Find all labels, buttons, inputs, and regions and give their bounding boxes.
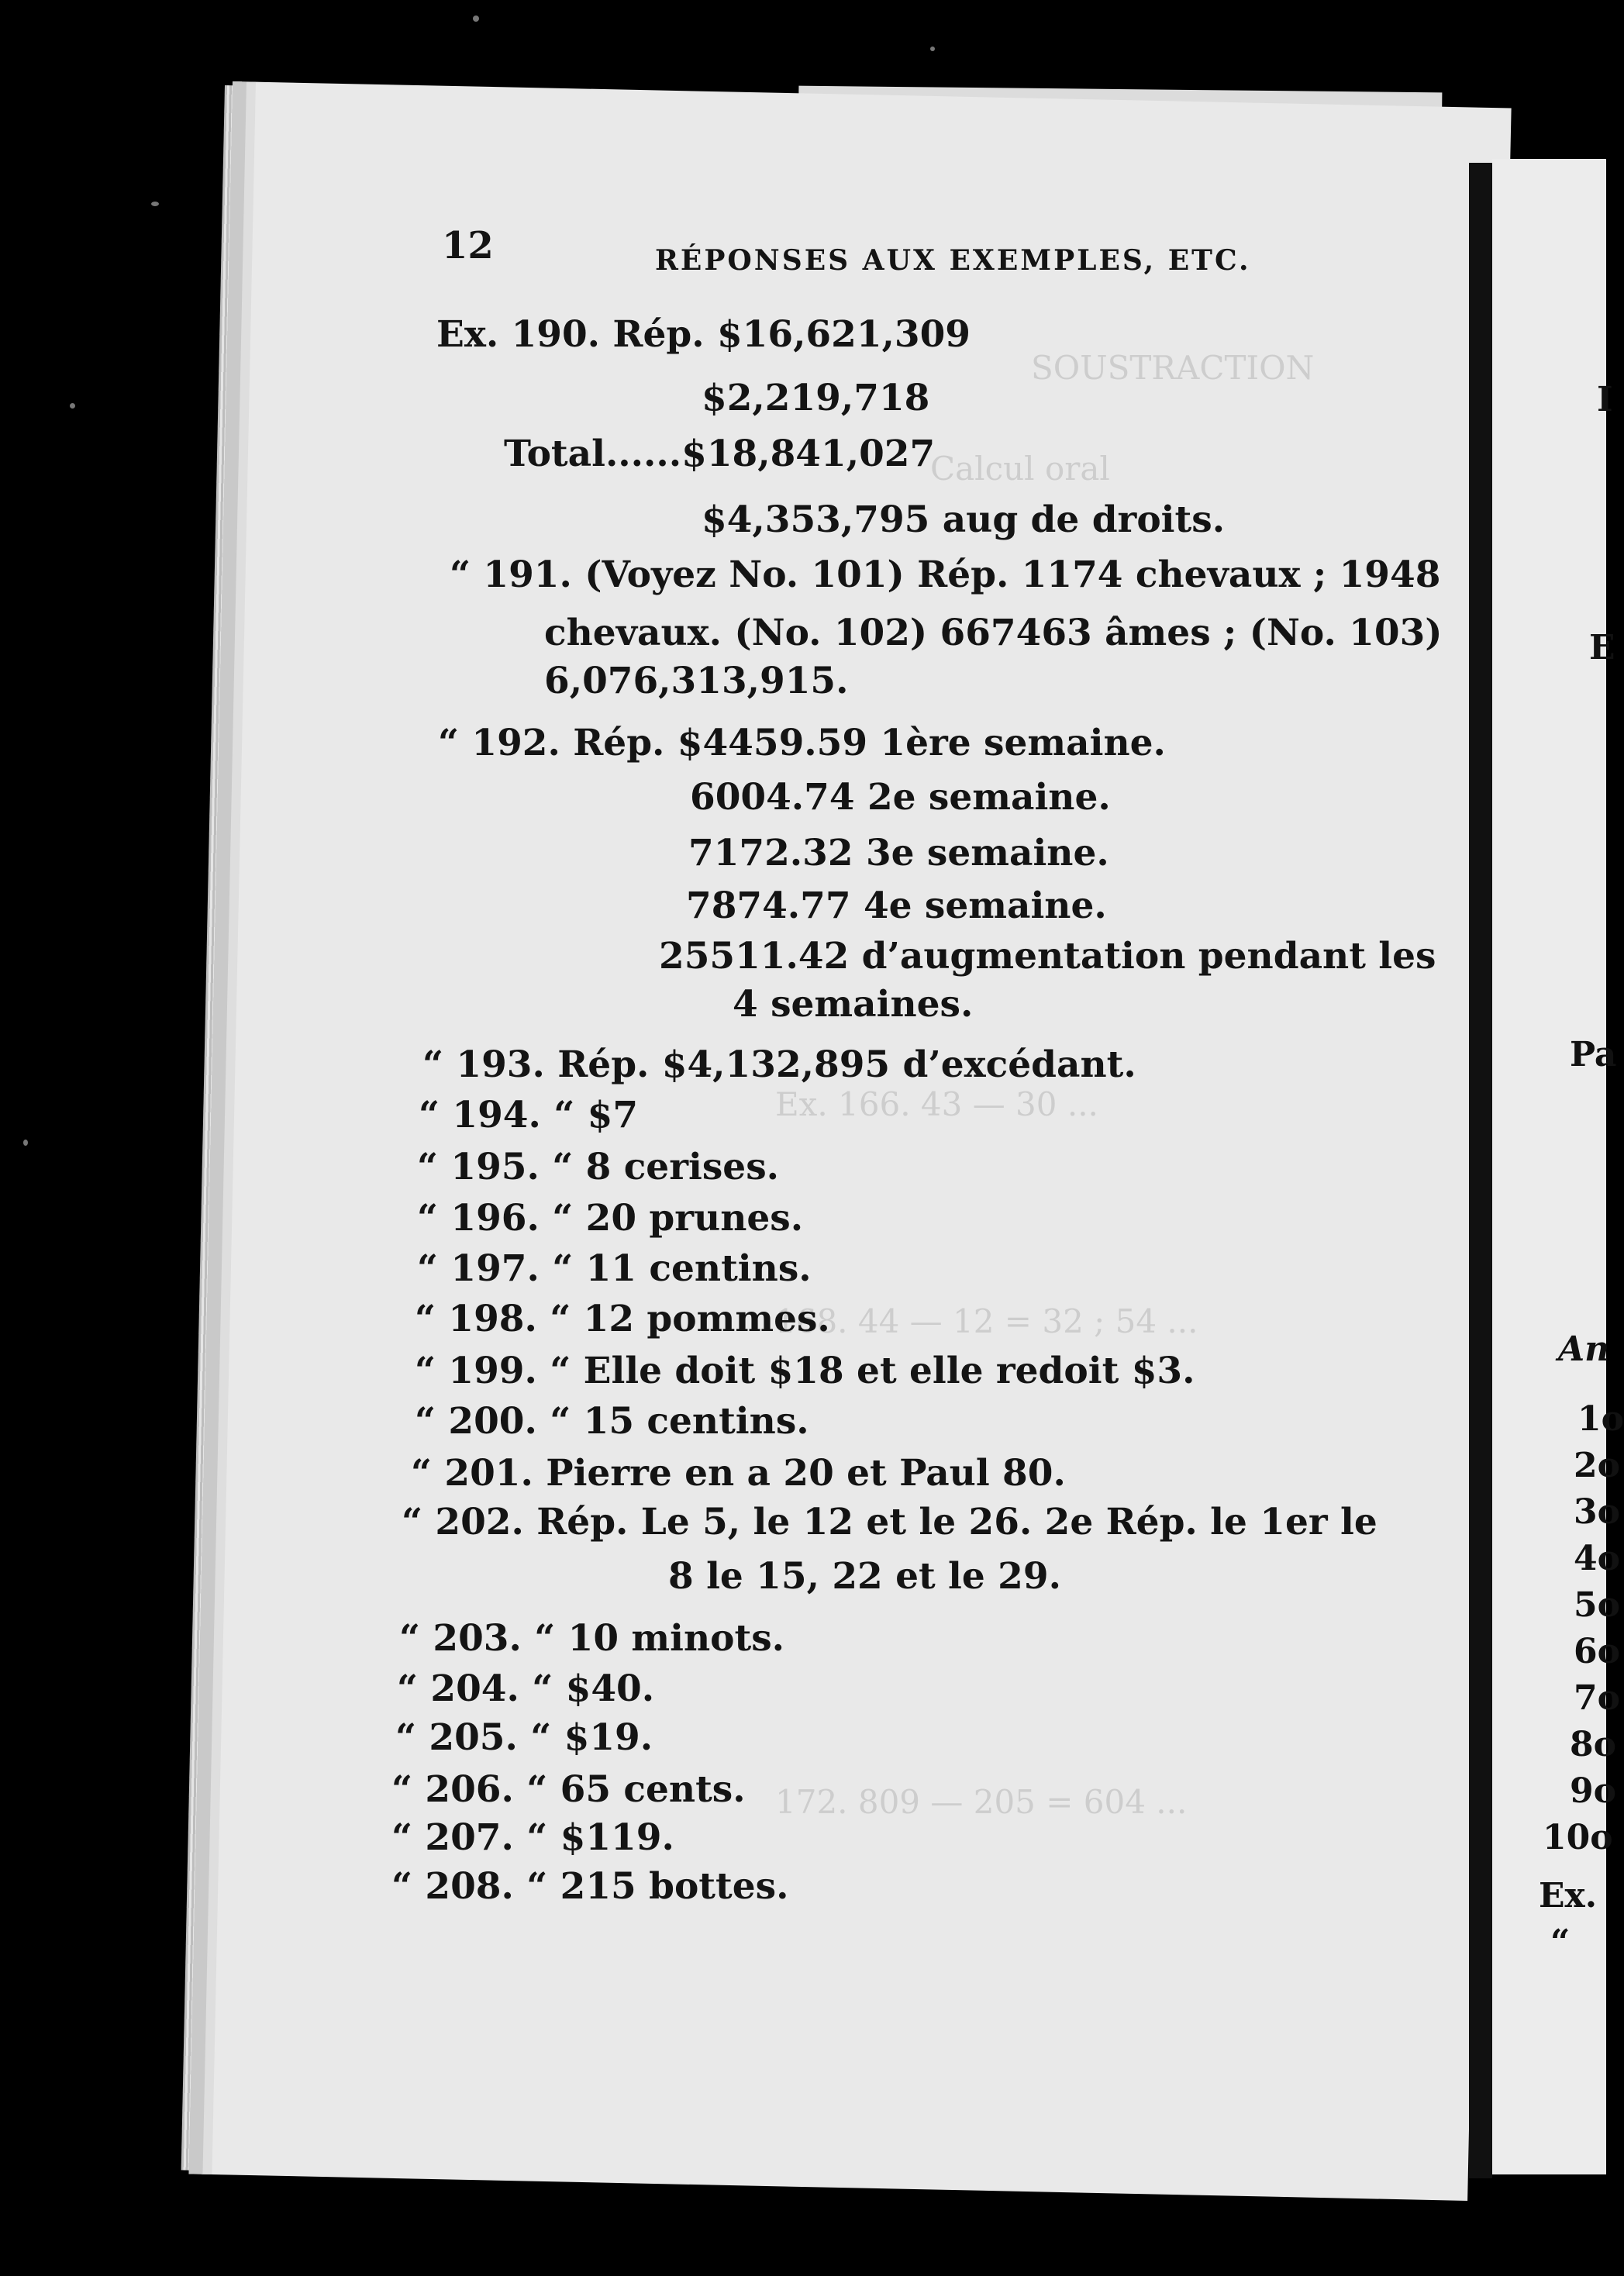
answer-line: 25511.42 d’augmentation pendant les: [659, 935, 1436, 978]
facing-fragment: I: [1597, 380, 1613, 419]
answer-line: “ 196. “ 20 prunes.: [417, 1197, 804, 1240]
show-through-text: SOUSTRACTION: [1031, 349, 1315, 387]
dust-speck: [70, 403, 75, 409]
answer-line: 6004.74 2e semaine.: [690, 776, 1111, 819]
facing-fragment: 10o: [1543, 1818, 1613, 1857]
answer-line: “ 194. “ $7: [419, 1094, 639, 1136]
facing-fragment: Pa: [1570, 1035, 1617, 1074]
answer-line: “ 204. “ $40.: [397, 1667, 655, 1710]
facing-fragment: “: [1550, 1923, 1571, 1962]
facing-fragment: 7o: [1574, 1678, 1620, 1718]
answer-line: “ 200. “ 15 centins.: [415, 1400, 809, 1443]
facing-fragment: 5o: [1574, 1585, 1620, 1625]
answer-line: 6,076,313,915.: [544, 660, 849, 702]
answer-line: chevaux. (No. 102) 667463 âmes ; (No. 103): [544, 612, 1443, 654]
answer-line: “ 206. “ 65 cents.: [391, 1768, 746, 1811]
facing-fragment: 3o: [1574, 1492, 1620, 1532]
dust-speck: [930, 47, 935, 51]
answer-line: “ 207. “ $119.: [391, 1816, 674, 1859]
dust-speck: [23, 1140, 28, 1146]
answer-line: “ 198. “ 12 pommes.: [415, 1298, 830, 1340]
facing-fragment: 1o: [1577, 1399, 1624, 1439]
show-through-text: 168. 44 — 12 = 32 ; 54 ...: [775, 1302, 1198, 1340]
answer-line: $4,353,795 aug de droits.: [702, 498, 1226, 541]
facing-fragment: 4o: [1574, 1539, 1620, 1578]
answer-line: “ 205. “ $19.: [395, 1716, 653, 1759]
answer-line: 7874.77 4e semaine.: [686, 885, 1107, 927]
answer-line: “ 197. “ 11 centins.: [417, 1247, 812, 1290]
answer-line: “ 203. “ 10 minots.: [399, 1617, 785, 1660]
running-head: RÉPONSES AUX EXEMPLES, ETC.: [655, 244, 1251, 277]
facing-fragment: 8o: [1570, 1725, 1616, 1764]
show-through-text: Calcul oral: [930, 450, 1110, 488]
answer-line: 7172.32 3e semaine.: [688, 832, 1109, 874]
answer-line: “ 192. Rép. $4459.59 1ère semaine.: [438, 722, 1166, 764]
show-through-text: Ex. 166. 43 — 30 ...: [775, 1085, 1098, 1123]
facing-fragment: An: [1558, 1329, 1610, 1369]
answer-line: “ 191. (Voyez No. 101) Rép. 1174 chevaux ; 1948: [450, 553, 1441, 596]
dust-speck: [151, 202, 159, 206]
answer-line: “ 201. Pierre en a 20 et Paul 80.: [411, 1452, 1066, 1495]
answer-line: “ 202. Rép. Le 5, le 12 et le 26. 2e Rép. le 1er le: [402, 1501, 1377, 1543]
answer-line: “ 199. “ Elle doit $18 et elle redoit $3.: [415, 1350, 1195, 1392]
show-through-text: 172. 809 — 205 = 604 ...: [775, 1783, 1188, 1821]
answer-line: “ 208. “ 215 bottes.: [391, 1865, 789, 1908]
answer-line: Total......$18,841,027: [504, 433, 936, 475]
facing-fragment: E: [1589, 628, 1615, 667]
facing-fragment: 9o: [1570, 1771, 1616, 1811]
answer-line: 8 le 15, 22 et le 29.: [668, 1555, 1061, 1598]
facing-fragment: Ex.: [1539, 1876, 1598, 1916]
answer-line: “ 195. “ 8 cerises.: [417, 1146, 780, 1188]
facing-fragment: 2o: [1574, 1446, 1620, 1485]
answer-line: $2,219,718: [702, 377, 930, 419]
answer-line: Ex. 190. Rép. $16,621,309: [436, 313, 971, 356]
page-number: 12: [442, 224, 494, 267]
facing-fragment: 6o: [1574, 1632, 1620, 1671]
answer-line: “ 193. Rép. $4,132,895 d’excédant.: [422, 1043, 1136, 1086]
answer-line: 4 semaines.: [733, 983, 974, 1026]
dust-speck: [473, 16, 479, 22]
